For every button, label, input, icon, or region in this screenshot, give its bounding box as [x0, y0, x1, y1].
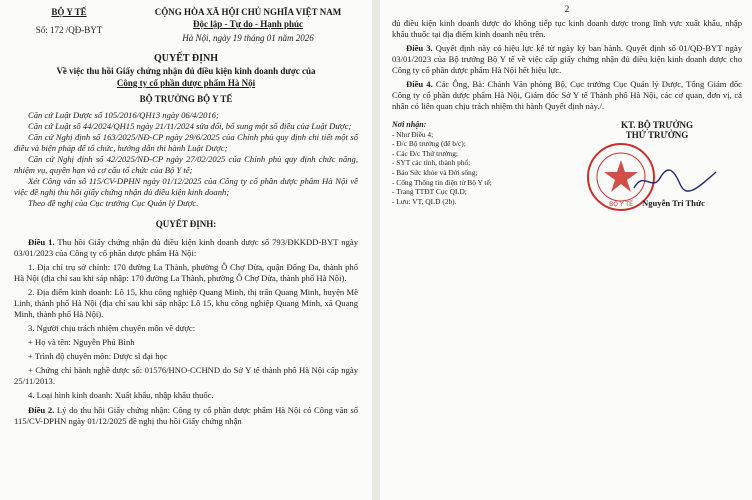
decision-title: QUYẾT ĐỊNH [154, 53, 218, 64]
legal-basis: Theo đề nghị của Cục trưởng Cục Quản lý Dược. [28, 198, 199, 208]
recipient-item: - SYT các tỉnh, thành phố; [392, 158, 471, 168]
article-1-item: + Chứng chỉ hành nghề dược số: 01576/HNO-CCHND do Sở Y tế thành phố Hà Nội cấp ngày 25/11/2013. [14, 365, 358, 386]
handwritten-signature-icon [630, 166, 720, 196]
issuing-authority-title: BỘ TRƯỞNG BỘ Y TẾ [139, 94, 233, 104]
article-2 [14, 405, 358, 427]
recipient-item: - Như Điều 4; [392, 129, 434, 139]
recipient-item: - Đ/c Bộ trưởng (để b/c); [392, 139, 466, 149]
document-page-2 [380, 0, 752, 500]
legal-basis: Xét Công văn số 115/CV-DPHN ngày 01/12/2025 của Công ty cổ phần dược phẩm Hà Nội về việc đề nghị thu hồi giấy chứng nhận đủ điều kiện kinh doanh; [14, 176, 358, 197]
article-3-label: Điều 3. [406, 43, 433, 53]
article-1-text: Thu hồi Giấy chứng nhận đủ điều kiện kinh doanh dược số 793/ĐKKDD-BYT ngày 03/01/2023 của Công ty cổ phần dược phẩm Hà Nội: [14, 237, 358, 258]
document-page-1 [0, 0, 372, 500]
national-motto: Độc lập - Tự do - Hạnh phúc [192, 19, 303, 29]
decides-heading: QUYẾT ĐỊNH: [155, 219, 217, 229]
signer-name: Nguyễn Tri Thức [642, 198, 705, 208]
article-4-text: Các Ông, Bà: Chánh Văn phòng Bộ, Cục trưởng Cục Quản lý Dược, Tổng Giám đốc Công ty cổ phần dược phẩm Hà Nội, Giám đốc Sở Y tế Thành phố Hà Nội, các cơ quan, đơn vị, cá nhân có liên quan chịu trách nhiệm thi hành Quyết định này./. [392, 79, 743, 111]
signer-block [572, 120, 742, 206]
document-number: Số: 172 /QĐ-BYT [35, 25, 103, 35]
page-number: 2 [564, 4, 570, 14]
article-1-label: Điều 1. [28, 237, 55, 247]
article-1-item: 4. Loại hình kinh doanh: Xuất khẩu, nhập khẩu thuốc. [28, 390, 214, 400]
recipient-item: - Trang TTĐT Cục QLD; [392, 187, 467, 197]
signer-role-1: KT. BỘ TRƯỞNG [620, 120, 694, 130]
document-header [14, 6, 358, 44]
article-3-text: Quyết định này có hiệu lực kể từ ngày ký ban hành. Quyết định số 01/QĐ-BYT ngày 03/01/2023 của Bộ trưởng Bộ Y tế về việc cấp giấy chứng nhận đủ điều kiện kinh doanh dược cho Công ty cổ phần dược phẩm Hà Nội hết hiệu lực. [392, 43, 743, 75]
legal-basis: Căn cứ Luật Dược số 105/2016/QH13 ngày 06/4/2016; [28, 110, 219, 120]
seal-text: BỘ Y TẾ [609, 201, 633, 208]
article-2-continuation: đủ điều kiện kinh doanh dược do không tiếp tục kinh doanh dược trong lĩnh vực xuất khẩu, nhập khẩu thuốc tại địa điểm kinh doanh nêu trên. [392, 18, 742, 39]
article-2-label: Điều 2. [28, 405, 55, 415]
decision-subject-line-2: Công ty cổ phần dược phẩm Hà Nội [116, 78, 256, 88]
issue-date: Hà Nội, ngày 19 tháng 01 năm 2026 [182, 33, 314, 43]
national-heading-block [138, 6, 358, 44]
article-1-item: 3. Người chịu trách nhiệm chuyên môn về dược: [28, 323, 196, 333]
national-title: CỘNG HÒA XÃ HỘI CHỦ NGHĨA VIỆT NAM [154, 7, 342, 17]
recipient-item: - Các Đ/c Thứ trưởng; [392, 148, 458, 158]
recipient-item: - Lưu: VT, QLD (2b). [392, 196, 457, 206]
legal-basis: Căn cứ Luật số 44/2024/QH15 ngày 21/11/2024 sửa đổi, bổ sung một số điều của Luật Dược; [28, 121, 352, 131]
legal-basis: Căn cứ Nghị định số 42/2025/NĐ-CP ngày 27/02/2025 của Chính phủ quy định chức năng, nhiệm vụ, quyền hạn và cơ cấu tổ chức của Bộ Y tế; [14, 154, 358, 175]
article-1 [14, 237, 358, 259]
article-1-item: + Trình độ chuyên môn: Dược sĩ đại học [28, 351, 168, 361]
article-4 [392, 79, 742, 112]
article-4-label: Điều 4. [406, 79, 433, 89]
article-2-text: Lý do thu hồi Giấy chứng nhận: Công ty cổ phần dược phẩm Hà Nội có Công văn số 115/CV-DPHN ngày 01/12/2025 đề nghị thu hồi Giấy chứng nhận [14, 405, 358, 426]
issuing-org: BỘ Y TẾ [51, 7, 87, 17]
recipients-title: Nơi nhận: [392, 120, 427, 129]
recipients-list [392, 120, 562, 206]
legal-basis: Căn cứ Nghị định số 163/2025/NĐ-CP ngày 29/6/2025 của Chính phủ quy định chi tiết một số điều và biện pháp để tổ chức, hướng dẫn thi hành Luật Dược; [14, 132, 358, 153]
article-1-item: + Họ và tên: Nguyễn Phú Bình [28, 337, 135, 347]
article-1-item: 2. Địa điểm kinh doanh: Lô 15, khu công nghiệp Quang Minh, thị trấn Quang Minh, huyện Mê Linh, thành phố Hà Nội (địa chỉ sau khi sáp nhập: Lô 15, khu công nghiệp Quang Minh, xã Quang Minh, thành phố Hà Nội). [14, 287, 358, 319]
issuing-authority-block [14, 6, 124, 44]
decision-subject-line-1: Về việc thu hồi Giấy chứng nhận đủ điều kiện kinh doanh dược của [56, 66, 316, 76]
signature-area [392, 120, 742, 206]
recipient-item: - Cổng Thông tin điện tử Bộ Y tế; [392, 177, 492, 187]
legal-bases [14, 110, 358, 209]
signer-role-2: THỨ TRƯỞNG [625, 130, 689, 140]
article-1-item: 1. Địa chỉ trụ sở chính: 170 đường La Thành, phường Ô Chợ Dừa, quận Đống Đa, thành phố Hà Nội (địa chỉ sau khi sáp nhập: 170 đường La Thành, phường Ô Chợ Dừa, thành phố Hà Nội). [14, 262, 358, 283]
article-3 [392, 43, 742, 76]
recipient-item: - Báo Sức khỏe và Đời sống; [392, 167, 478, 177]
